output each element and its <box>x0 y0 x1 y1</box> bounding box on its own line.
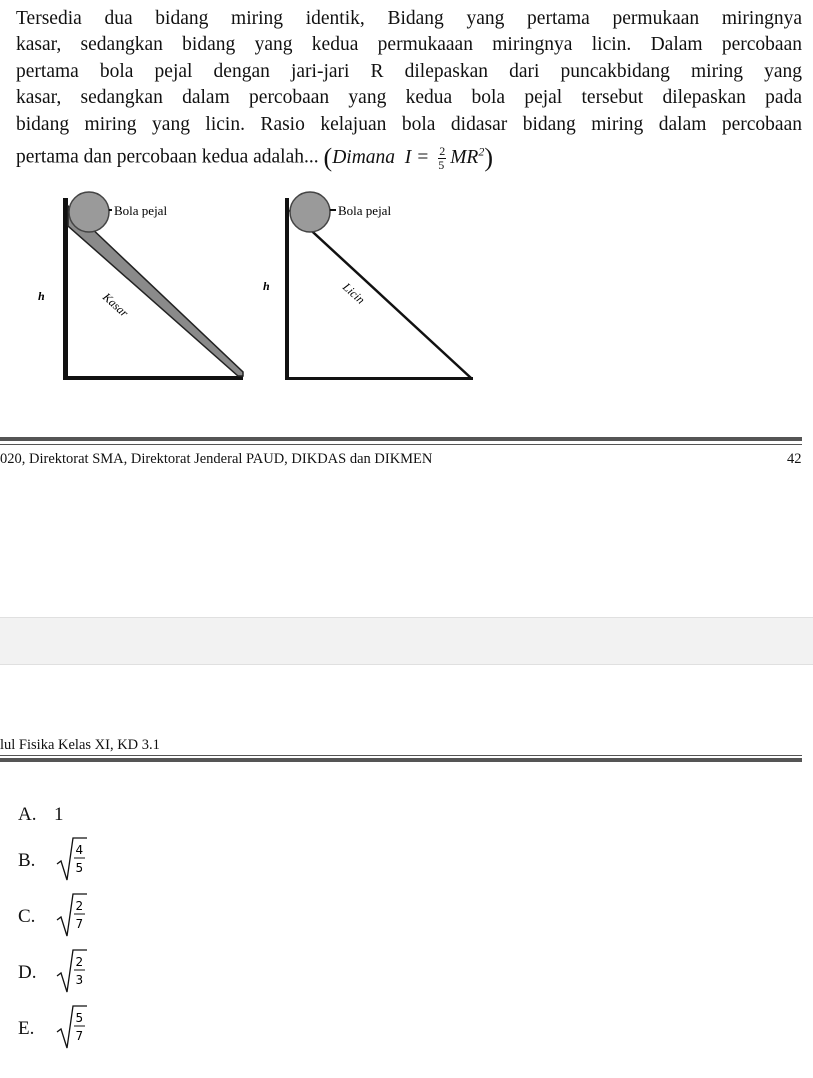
rough-surface-label: Kasar <box>99 289 132 320</box>
formula-frac-num: 2 <box>439 143 446 158</box>
smooth-surface-label: Licin <box>339 279 368 307</box>
option-letter: B. <box>18 850 36 871</box>
footer-rule-thick <box>0 437 802 441</box>
smooth-incline-diagram <box>263 192 473 380</box>
frac-den: 7 <box>75 917 84 931</box>
formula-dimana: Dimana <box>332 146 396 168</box>
page-header: lul Fisika Kelas XI, KD 3.1 <box>0 737 160 753</box>
footer-rule-thin <box>0 444 802 445</box>
header-rule-thick <box>0 758 802 762</box>
formula-lhs: I = <box>404 146 430 168</box>
option-e[interactable] <box>18 1018 54 1040</box>
formula-rhs: MR <box>450 146 479 168</box>
inclined-planes-figure <box>30 188 500 388</box>
frac-den: 7 <box>75 1029 84 1043</box>
question-line: Tersedia dua bidang miring identik, Bidang yang pertama permukaan miringnya <box>16 8 802 29</box>
header-rule-thin <box>0 755 802 756</box>
right-solid-ball <box>290 192 330 232</box>
question-line: kasar, sedangkan bidang yang kedua permukaaan miringnya licin. Dalam percobaan <box>16 34 802 56</box>
sqrt-icon <box>54 890 88 940</box>
sqrt-icon <box>54 1002 88 1052</box>
option-a[interactable] <box>18 804 64 826</box>
right-ball-label: Bola pejal <box>338 203 392 218</box>
option-c[interactable] <box>18 906 54 928</box>
formula-exponent: 2 <box>478 144 485 159</box>
frac-num: 4 <box>75 843 84 857</box>
option-c-root <box>54 890 88 940</box>
question-prompt: pertama dan percobaan kedua adalah... <box>16 146 319 168</box>
option-value: 1 <box>54 804 64 825</box>
frac-num: 5 <box>75 1011 84 1025</box>
option-d-root <box>54 946 88 996</box>
option-d[interactable] <box>18 962 54 984</box>
question-last-line <box>16 138 802 172</box>
question-line: bidang miring yang licin. Rasio kelajuan bola didasar bidang miring dalam percobaan <box>16 113 802 135</box>
option-e-root <box>54 1002 88 1052</box>
sqrt-icon <box>54 946 88 996</box>
formula-fraction <box>438 145 446 172</box>
option-b[interactable] <box>18 850 54 872</box>
left-ball-label: Bola pejal <box>114 203 168 218</box>
page-number: 42 <box>787 451 802 467</box>
option-letter: C. <box>18 906 36 927</box>
left-base <box>63 376 243 380</box>
option-letter: E. <box>18 1018 35 1039</box>
frac-den: 3 <box>75 973 84 987</box>
frac-num: 2 <box>75 955 84 969</box>
right-vertical-side <box>285 198 289 380</box>
page-gap <box>0 617 813 665</box>
formula-open-paren: ( <box>323 142 333 172</box>
left-solid-ball <box>69 192 109 232</box>
page-footer: 020, Direktorat SMA, Direktorat Jenderal PAUD, DIKDAS dan DIKMEN <box>0 451 433 467</box>
formula-close-paren: ) <box>484 142 494 172</box>
smooth-surface-slope <box>289 210 471 378</box>
sqrt-icon <box>54 834 88 884</box>
question-line: pertama bola pejal dengan jari-jari R dilepaskan dari puncakbidang miring yang <box>16 60 802 82</box>
question-line: kasar, sedangkan dalam percobaan yang kedua bola pejal tersebut dilepaskan pada <box>16 87 802 109</box>
inertia-formula <box>323 142 494 172</box>
formula-frac-den: 5 <box>438 157 445 172</box>
option-letter: D. <box>18 962 37 983</box>
left-height-label: h <box>38 289 45 303</box>
option-b-root <box>54 834 88 884</box>
right-base <box>285 377 473 380</box>
rough-incline-diagram <box>38 192 243 380</box>
question-text <box>16 6 802 172</box>
frac-den: 5 <box>75 861 84 875</box>
option-letter: A. <box>18 804 37 825</box>
frac-num: 2 <box>75 899 84 913</box>
right-height-label: h <box>263 279 270 293</box>
